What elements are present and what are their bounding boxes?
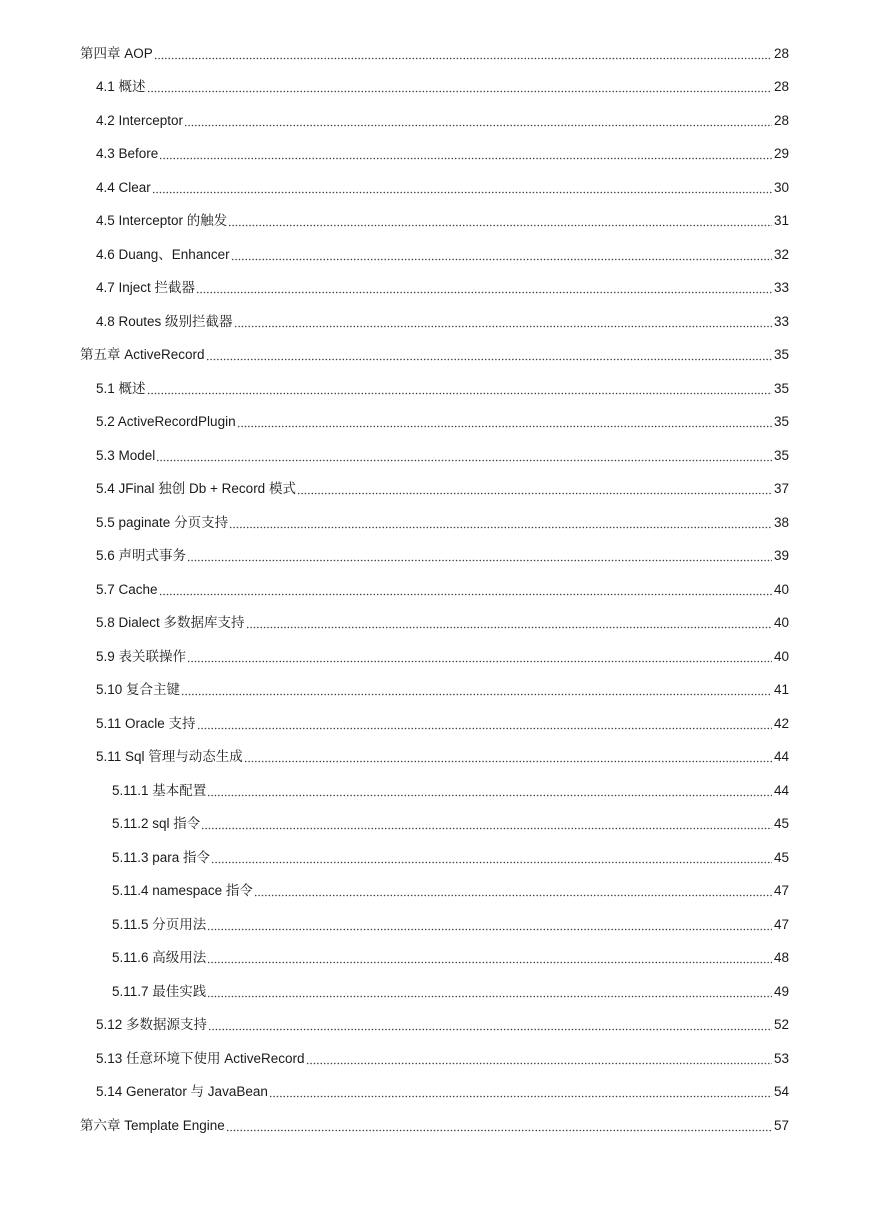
toc-entry-page-number: 29	[773, 146, 789, 162]
table-of-contents	[0, 37, 869, 1143]
toc-section-entry[interactable]	[0, 1042, 869, 1076]
dot-leader	[207, 917, 772, 933]
toc-entry-title: 4.6 Duang、Enhancer	[96, 246, 230, 262]
toc-entry-page-number: 39	[773, 548, 789, 564]
toc-section-entry[interactable]	[0, 104, 869, 138]
toc-entry-title: 5.4 JFinal 独创 Db + Record 模式	[96, 481, 296, 497]
toc-section-entry[interactable]	[0, 540, 869, 574]
toc-section-entry[interactable]	[0, 372, 869, 406]
toc-entry-page-number: 45	[773, 816, 789, 832]
dot-leader	[206, 347, 772, 363]
toc-subsection-entry[interactable]	[0, 841, 869, 875]
dot-leader	[152, 180, 772, 196]
dot-leader	[196, 280, 772, 296]
toc-entry-page-number: 57	[773, 1117, 789, 1133]
toc-entry-title: 5.11.4 namespace 指令	[112, 883, 253, 899]
dot-leader	[184, 113, 772, 129]
dot-leader	[228, 213, 772, 229]
toc-entry-title: 5.11 Oracle 支持	[96, 715, 196, 731]
toc-entry-page-number: 40	[773, 648, 789, 664]
toc-entry-title: 4.7 Inject 拦截器	[96, 280, 196, 296]
dot-leader	[197, 716, 772, 732]
toc-section-entry[interactable]	[0, 607, 869, 641]
toc-entry-title: 第五章 ActiveRecord	[80, 347, 205, 363]
dot-leader	[207, 984, 772, 1000]
dot-leader	[147, 79, 772, 95]
toc-entry-page-number: 42	[773, 715, 789, 731]
toc-section-entry[interactable]	[0, 205, 869, 239]
dot-leader	[147, 381, 772, 397]
toc-entry-title: 5.14 Generator 与 JavaBean	[96, 1084, 268, 1100]
toc-entry-page-number: 35	[773, 347, 789, 363]
dot-leader	[187, 548, 772, 564]
toc-entry-page-number: 35	[773, 414, 789, 430]
toc-entry-title: 5.7 Cache	[96, 581, 158, 597]
toc-entry-title: 第六章 Template Engine	[80, 1117, 225, 1133]
toc-entry-title: 第四章 AOP	[80, 45, 153, 61]
toc-section-entry[interactable]	[0, 439, 869, 473]
toc-entry-title: 4.5 Interceptor 的触发	[96, 213, 228, 229]
toc-entry-page-number: 30	[773, 179, 789, 195]
toc-entry-page-number: 38	[773, 514, 789, 530]
dot-leader	[226, 1118, 772, 1134]
toc-section-entry[interactable]	[0, 741, 869, 775]
toc-entry-page-number: 37	[773, 481, 789, 497]
toc-subsection-entry[interactable]	[0, 908, 869, 942]
dot-leader	[244, 749, 772, 765]
toc-section-entry[interactable]	[0, 1076, 869, 1110]
toc-entry-page-number: 33	[773, 313, 789, 329]
toc-entry-page-number: 47	[773, 883, 789, 899]
toc-entry-title: 4.2 Interceptor	[96, 112, 184, 128]
dot-leader	[201, 816, 772, 832]
toc-entry-page-number: 49	[773, 983, 789, 999]
dot-leader	[181, 682, 772, 698]
toc-entry-page-number: 35	[773, 380, 789, 396]
toc-entry-title: 4.8 Routes 级别拦截器	[96, 313, 233, 329]
toc-entry-title: 5.1 概述	[96, 380, 146, 396]
toc-subsection-entry[interactable]	[0, 875, 869, 909]
toc-entry-page-number: 31	[773, 213, 789, 229]
toc-section-entry[interactable]	[0, 1009, 869, 1043]
toc-section-entry[interactable]	[0, 71, 869, 105]
dot-leader	[229, 515, 772, 531]
toc-entry-page-number: 47	[773, 916, 789, 932]
toc-entry-page-number: 44	[773, 782, 789, 798]
toc-section-entry[interactable]	[0, 506, 869, 540]
dot-leader	[211, 850, 772, 866]
dot-leader	[154, 46, 772, 62]
toc-subsection-entry[interactable]	[0, 774, 869, 808]
toc-subsection-entry[interactable]	[0, 808, 869, 842]
dot-leader	[231, 247, 772, 263]
dot-leader	[156, 448, 772, 464]
dot-leader	[207, 950, 772, 966]
toc-entry-page-number: 48	[773, 950, 789, 966]
toc-entry-page-number: 28	[773, 45, 789, 61]
toc-entry-title: 5.13 任意环境下使用 ActiveRecord	[96, 1050, 305, 1066]
toc-entry-page-number: 54	[773, 1084, 789, 1100]
toc-chapter-entry[interactable]	[0, 339, 869, 373]
toc-section-entry[interactable]	[0, 305, 869, 339]
toc-entry-title: 5.11.1 基本配置	[112, 782, 207, 798]
dot-leader	[208, 1017, 772, 1033]
toc-entry-page-number: 33	[773, 280, 789, 296]
dot-leader	[187, 649, 772, 665]
dot-leader	[159, 146, 772, 162]
toc-entry-title: 5.3 Model	[96, 447, 156, 463]
dot-leader	[207, 783, 772, 799]
dot-leader	[254, 883, 772, 899]
toc-entry-page-number: 53	[773, 1050, 789, 1066]
dot-leader	[246, 615, 772, 631]
dot-leader	[269, 1084, 772, 1100]
toc-section-entry[interactable]	[0, 640, 869, 674]
dot-leader	[297, 481, 772, 497]
toc-entry-title: 5.11.5 分页用法	[112, 916, 207, 932]
toc-entry-title: 4.4 Clear	[96, 179, 151, 195]
toc-section-entry[interactable]	[0, 238, 869, 272]
toc-entry-title: 5.2 ActiveRecordPlugin	[96, 414, 236, 430]
toc-entry-title: 4.1 概述	[96, 79, 146, 95]
toc-section-entry[interactable]	[0, 674, 869, 708]
toc-entry-title: 5.11.3 para 指令	[112, 849, 211, 865]
toc-section-entry[interactable]	[0, 171, 869, 205]
toc-entry-title: 5.5 paginate 分页支持	[96, 514, 229, 530]
dot-leader	[306, 1051, 772, 1067]
toc-entry-title: 4.3 Before	[96, 146, 159, 162]
dot-leader	[234, 314, 772, 330]
toc-chapter-entry[interactable]	[0, 1109, 869, 1143]
toc-section-entry[interactable]	[0, 272, 869, 306]
toc-entry-title: 5.11.6 高级用法	[112, 950, 207, 966]
toc-entry-title: 5.11.2 sql 指令	[112, 816, 201, 832]
toc-entry-title: 5.11 Sql 管理与动态生成	[96, 749, 243, 765]
toc-entry-page-number: 44	[773, 749, 789, 765]
toc-section-entry[interactable]	[0, 707, 869, 741]
toc-subsection-entry[interactable]	[0, 942, 869, 976]
dot-leader	[159, 582, 772, 598]
toc-entry-title: 5.8 Dialect 多数据库支持	[96, 615, 245, 631]
toc-entry-page-number: 32	[773, 246, 789, 262]
toc-entry-title: 5.9 表关联操作	[96, 648, 187, 664]
toc-entry-page-number: 35	[773, 447, 789, 463]
toc-entry-title: 5.10 复合主键	[96, 682, 181, 698]
toc-section-entry[interactable]	[0, 406, 869, 440]
toc-chapter-entry[interactable]	[0, 37, 869, 71]
toc-entry-page-number: 40	[773, 615, 789, 631]
toc-entry-page-number: 52	[773, 1017, 789, 1033]
dot-leader	[237, 414, 772, 430]
toc-section-entry[interactable]	[0, 573, 869, 607]
toc-entry-title: 5.6 声明式事务	[96, 548, 187, 564]
toc-entry-title: 5.11.7 最佳实践	[112, 983, 207, 999]
toc-entry-page-number: 40	[773, 581, 789, 597]
toc-entry-page-number: 28	[773, 112, 789, 128]
toc-section-entry[interactable]	[0, 138, 869, 172]
toc-entry-title: 5.12 多数据源支持	[96, 1017, 208, 1033]
toc-entry-page-number: 28	[773, 79, 789, 95]
toc-entry-page-number: 41	[773, 682, 789, 698]
toc-section-entry[interactable]	[0, 473, 869, 507]
toc-subsection-entry[interactable]	[0, 975, 869, 1009]
toc-entry-page-number: 45	[773, 849, 789, 865]
